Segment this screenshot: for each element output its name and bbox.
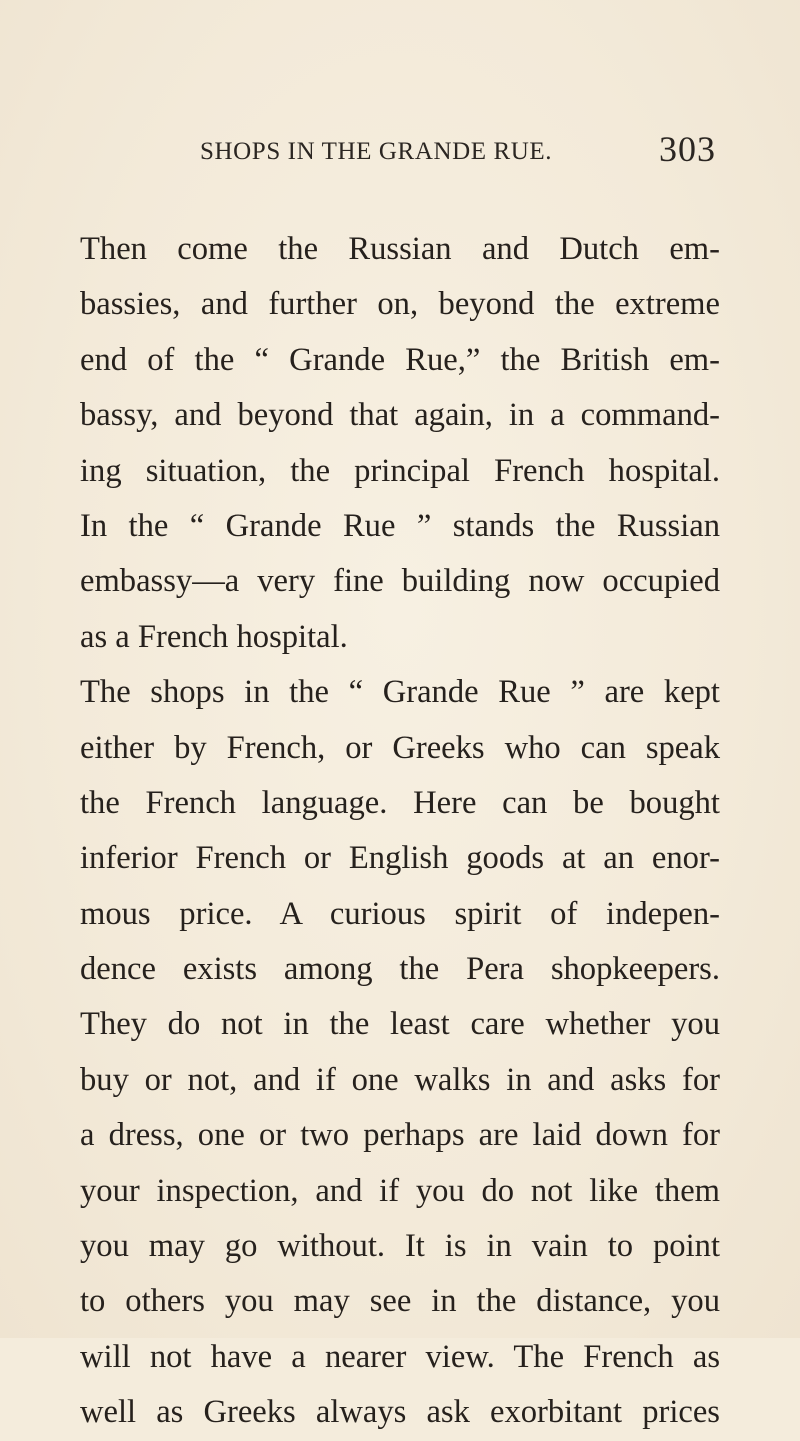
text-line: bassy, and beyond that again, in a command- [80,397,720,434]
text-line: your inspection, and if you do not like them [80,1172,720,1209]
text-line: ing situation, the principal French hospital. [80,452,720,489]
text-line: embassy—a very fine building now occupied [80,563,720,600]
text-line: well as Greeks always ask exorbitant prices [80,1394,720,1431]
text-line: the French language. Here can be bought [80,784,720,821]
text-line: end of the “ Grande Rue,” the British em- [80,341,720,378]
text-line: inferior French or English goods at an enor- [80,840,720,877]
text-line: The shops in the “ Grande Rue ” are kept [80,674,720,711]
text-line: They do not in the least care whether you [80,1006,720,1043]
text-line: will not have a nearer view. The French as [80,1338,720,1375]
running-title: SHOPS IN THE GRANDE RUE. [200,138,553,165]
text-line: dence exists among the Pera shopkeepers. [80,951,720,988]
page-number: 303 [659,129,716,169]
text-line: to others you may see in the distance, you [80,1283,720,1320]
text-line: a dress, one or two perhaps are laid down for [80,1117,720,1154]
body-text [80,222,720,1441]
text-line: bassies, and further on, beyond the extreme [80,286,720,323]
text-line: mous price. A curious spirit of indepen- [80,895,720,932]
running-head [0,129,800,178]
text-line: In the “ Grande Rue ” stands the Russian [80,507,720,544]
text-line: Then come the Russian and Dutch em- [80,231,720,267]
text-line: as a French hospital. [80,618,348,655]
text-line: you may go without. It is in vain to point [80,1228,720,1265]
text-line: buy or not, and if one walks in and asks for [80,1061,720,1098]
text-line: either by French, or Greeks who can speak [80,729,720,766]
